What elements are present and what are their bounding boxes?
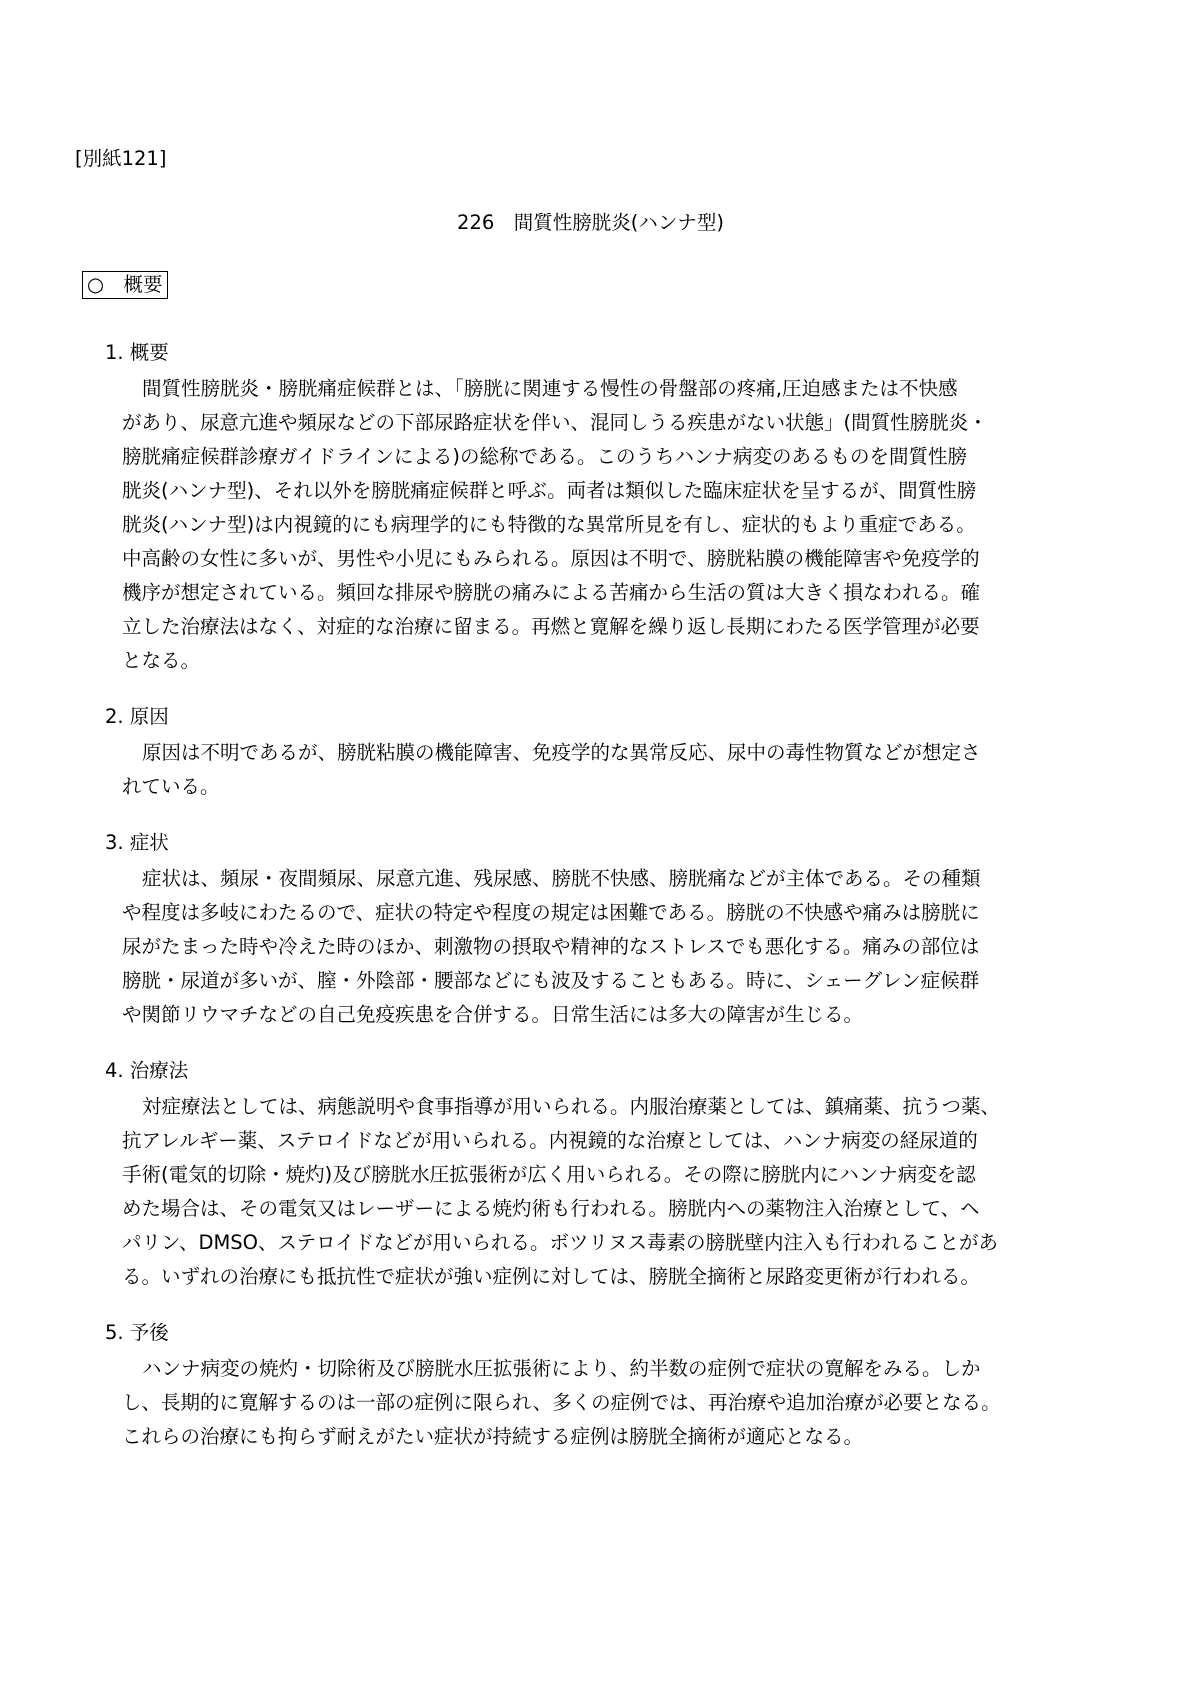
document-reference: [別紙121] <box>75 147 167 170</box>
paragraph-line: や関節リウマチなどの自己免疫疾患を合併する。日常生活には多大の障害が生じる。 <box>122 1003 864 1026</box>
paragraph-line: 抗アレルギー薬、ステロイドなどが用いられる。内視鏡的な治療としては、ハンナ病変の経尿道的 <box>122 1129 978 1152</box>
section-paragraph <box>122 862 1105 1032</box>
paragraph-line: 機序が想定されている。頻回な排尿や膀胱の痛みによる苦痛から生活の質は大きく損なわれる。確 <box>122 581 981 604</box>
section-1 <box>105 334 1105 678</box>
paragraph-line: があり、尿意亢進や頻尿などの下部尿路症状を伴い、混同しうる疾患がない状態」(間質性膀胱炎・ <box>122 411 988 434</box>
section-heading: 5. 予後 <box>105 1321 169 1344</box>
section-heading: 1. 概要 <box>105 341 169 364</box>
paragraph-line: となる。 <box>122 649 201 672</box>
paragraph-line: 胱炎(ハンナ型)、それ以外を膀胱痛症候群と呼ぶ。両者は類似した臨床症状を呈するが、間質性膀 <box>122 479 977 502</box>
paragraph-line: パリン、DMSO、ステロイドなどが用いられる。ボツリヌス毒素の膀胱壁内注入も行われることがあ <box>122 1231 999 1254</box>
section-paragraph <box>122 372 1105 678</box>
paragraph-line: 間質性膀胱炎・膀胱痛症候群とは、「膀胱に関連する慢性の骨盤部の疼痛,圧迫感または不快感 <box>142 377 958 400</box>
boxed-section-heading: ○ 概要 <box>82 271 168 299</box>
section-4 <box>105 1052 1105 1294</box>
paragraph-line: る。いずれの治療にも抵抗性で症状が強い症例に対しては、膀胱全摘術と尿路変更術が行われる。 <box>122 1265 981 1288</box>
paragraph-line: 対症療法としては、病態説明や食事指導が用いられる。内服治療薬としては、鎮痛薬、抗うつ薬、 <box>142 1095 1001 1118</box>
section-3 <box>105 824 1105 1032</box>
paragraph-line: 原因は不明であるが、膀胱粘膜の機能障害、免疫学的な異常反応、尿中の毒性物質などが想定さ <box>142 741 981 764</box>
paragraph-line: 立した治療法はなく、対症的な治療に留まる。再燃と寛解を繰り返し長期にわたる医学管理が必要 <box>122 615 980 638</box>
section-paragraph <box>122 736 1105 804</box>
paragraph-line: これらの治療にも拘らず耐えがたい症状が持続する症例は膀胱全摘術が適応となる。 <box>122 1425 864 1448</box>
paragraph-line: や程度は多岐にわたるので、症状の特定や程度の規定は困難である。膀胱の不快感や痛みは膀胱に <box>122 901 980 924</box>
document-body <box>105 334 1105 1454</box>
paragraph-line: 手術(電気的切除・焼灼)及び膀胱水圧拡張術が広く用いられる。その際に膀胱内にハンナ病変を認 <box>122 1163 976 1186</box>
paragraph-line: 尿がたまった時や冷えた時のほか、刺激物の摂取や精神的なストレスでも悪化する。痛みの部位は <box>122 935 980 958</box>
page-title: 226 間質性膀胱炎(ハンナ型) <box>457 211 724 234</box>
section-heading: 2. 原因 <box>105 705 169 728</box>
paragraph-line: し、長期的に寛解するのは一部の症例に限られ、多くの症例では、再治療や追加治療が必要となる。 <box>122 1391 1001 1414</box>
section-heading: 3. 症状 <box>105 831 169 854</box>
section-2 <box>105 698 1105 804</box>
paragraph-line: ハンナ病変の焼灼・切除術及び膀胱水圧拡張術により、約半数の症例で症状の寛解をみる。しか <box>142 1357 981 1380</box>
paragraph-line: 膀胱痛症候群診療ガイドラインによる)の総称である。このうちハンナ病変のあるものを間質性膀 <box>122 445 967 468</box>
paragraph-line: めた場合は、その電気又はレーザーによる焼灼術も行われる。膀胱内への薬物注入治療として、ヘ <box>122 1197 980 1220</box>
section-paragraph <box>122 1352 1105 1454</box>
paragraph-line: 膀胱・尿道が多いが、膣・外陰部・腰部などにも波及することもある。時に、シェーグレン症候群 <box>122 969 980 992</box>
paragraph-line: 中高齢の女性に多いが、男性や小児にもみられる。原因は不明で、膀胱粘膜の機能障害や免疫学的 <box>122 547 980 570</box>
paragraph-line: れている。 <box>122 775 220 798</box>
section-5 <box>105 1314 1105 1454</box>
section-heading: 4. 治療法 <box>105 1059 189 1082</box>
paragraph-line: 症状は、頻尿・夜間頻尿、尿意亢進、残尿感、膀胱不快感、膀胱痛などが主体である。その種類 <box>142 867 981 890</box>
section-paragraph <box>122 1090 1105 1294</box>
paragraph-line: 胱炎(ハンナ型)は内視鏡的にも病理学的にも特徴的な異常所見を有し、症状的もより重症である。 <box>122 513 976 536</box>
